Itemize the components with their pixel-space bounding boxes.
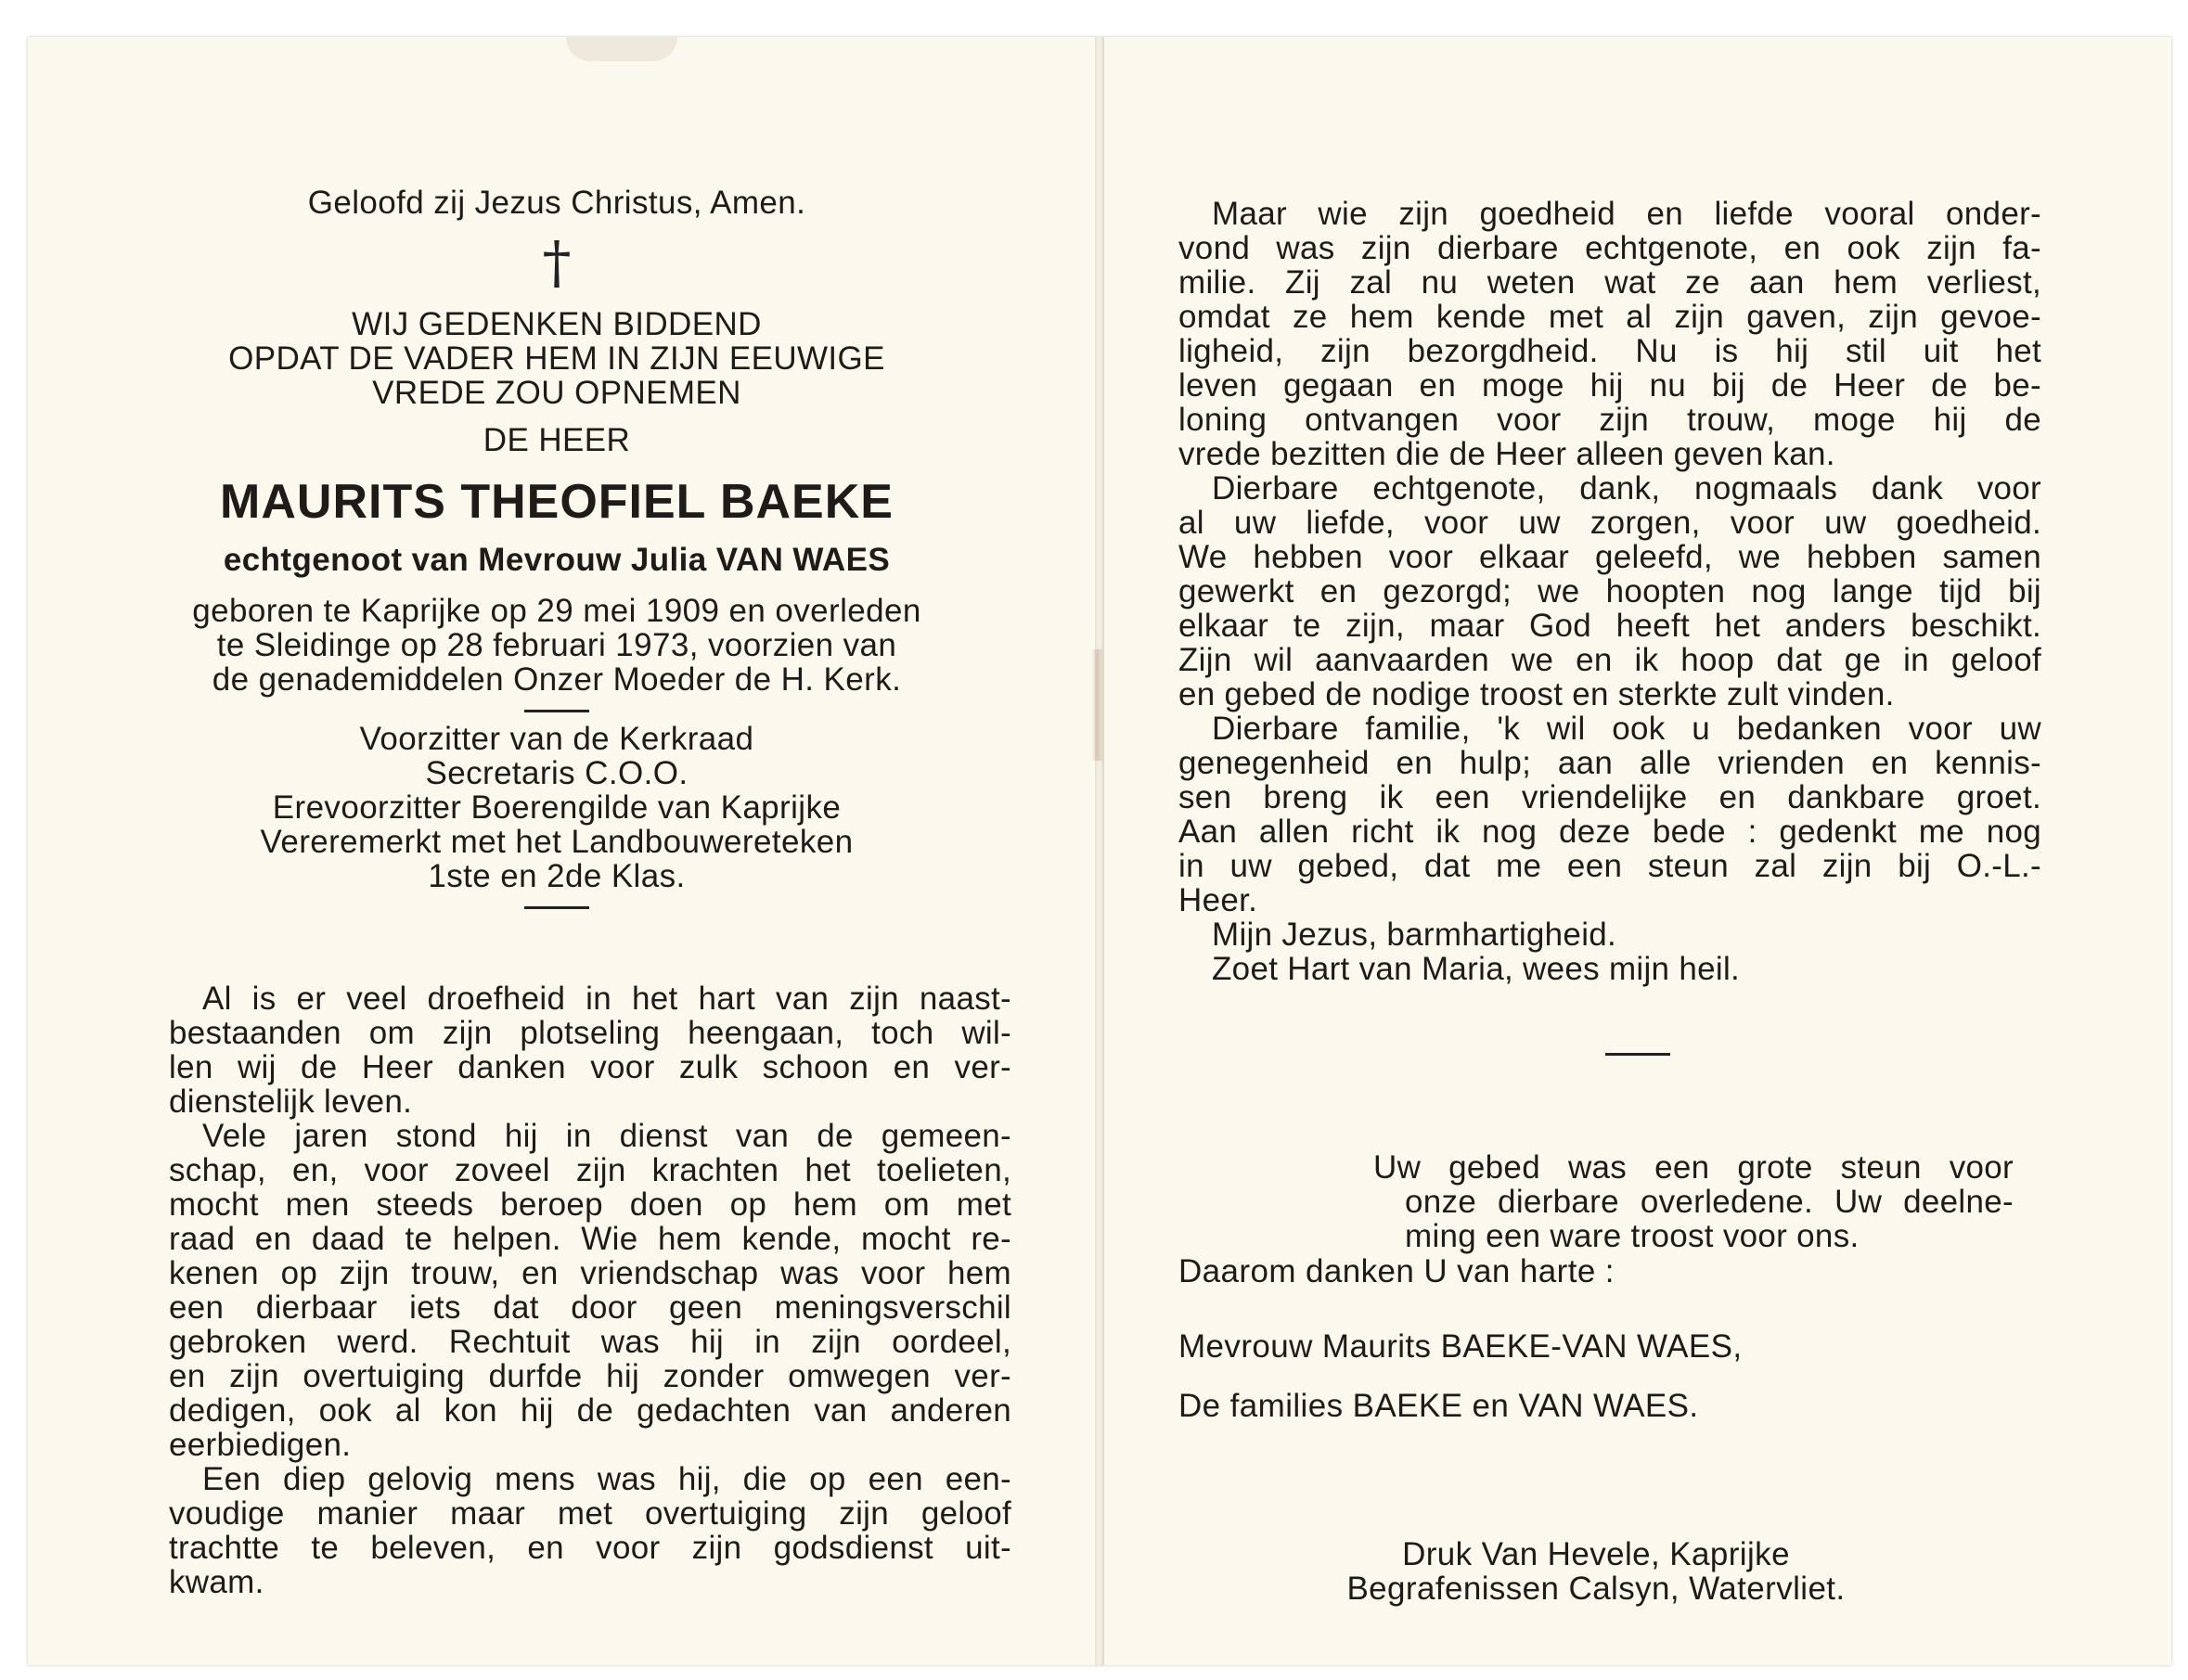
text-line: genegenheid en hulp; aan alle vrienden en kennis- bbox=[1178, 745, 2041, 781]
function-line: Vereremerkt met het Landbouwereteken bbox=[260, 824, 854, 860]
text-line: gewerkt en gezorgd; we hoopten nog lange tijd bij bbox=[1178, 573, 2041, 609]
deceased-name: MAURITS THEOFIEL BAEKE bbox=[220, 475, 894, 529]
text-line: ming een ware troost voor ons. bbox=[1405, 1218, 1860, 1254]
text-line: Mijn Jezus, barmhartigheid. bbox=[1212, 917, 1617, 953]
text-line: leven gegaan en moge hij nu bij de Heer de be- bbox=[1178, 367, 2041, 404]
paragraph bbox=[1178, 197, 2041, 471]
divider bbox=[524, 710, 589, 712]
text-line: kwam. bbox=[169, 1564, 264, 1600]
title-de-heer: DE HEER bbox=[483, 422, 631, 458]
text-line: ligheid, zijn bezorgdheid. Nu is hij stil uit het bbox=[1178, 333, 2041, 369]
born-line: te Sleidinge op 28 februari 1973, voorzien van bbox=[216, 627, 897, 663]
printer-line: Begrafenissen Calsyn, Watervliet. bbox=[1346, 1571, 1846, 1607]
function-line: 1ste en 2de Klas. bbox=[428, 858, 686, 894]
text-line: Uw gebed was een grote steun voor bbox=[1373, 1149, 2014, 1186]
text-line: milie. Zij zal nu weten wat ze aan hem verliest, bbox=[1178, 264, 2041, 301]
text-line: een dierbaar iets dat door geen meningsverschil bbox=[169, 1289, 1011, 1326]
born-line: de genademiddelen Onzer Moeder de H. Kerk. bbox=[212, 661, 902, 698]
card-fold bbox=[1095, 37, 1104, 1665]
text-line: bestaanden om zijn plotseling heengaan, toch wil- bbox=[169, 1015, 1011, 1051]
intro-line: OPDAT DE VADER HEM IN ZIJN EEUWIGE bbox=[228, 340, 885, 377]
text-line: eerbiedigen. bbox=[169, 1427, 352, 1463]
text-line: schap, en, voor zoveel zijn krachten het toelieten, bbox=[169, 1152, 1011, 1188]
text-line: Aan allen richt ik nog deze bede : gedenkt me nog bbox=[1178, 814, 2041, 850]
text-line: voudige manier maar met overtuiging zijn geloof bbox=[169, 1495, 1011, 1532]
text-line: in uw gebed, dat me een steun zal zijn bij O.-L.- bbox=[1178, 848, 2041, 884]
intro-line: VREDE ZOU OPNEMEN bbox=[372, 375, 741, 411]
function-line: Erevoorzitter Boerengilde van Kaprijke bbox=[272, 789, 842, 826]
text-line: sen breng ik een vriendelijke en dankbare groet. bbox=[1178, 779, 2041, 815]
paragraph bbox=[169, 1462, 1011, 1599]
paragraph bbox=[1178, 712, 2041, 917]
birth-death-block bbox=[139, 594, 974, 697]
text-line: Maar wie zijn goedheid en liefde vooral onder- bbox=[1212, 196, 2041, 232]
functions-block bbox=[139, 722, 974, 893]
text-line: Dierbare familie, 'k wil ook u bedanken voor uw bbox=[1212, 711, 2041, 747]
text-line: Heer. bbox=[1178, 882, 1258, 918]
text-line: omdat ze hem kende met al zijn gaven, zijn gevoe- bbox=[1178, 299, 2041, 335]
intro-line: WIJ GEDENKEN BIDDEND bbox=[352, 306, 762, 342]
divider bbox=[524, 906, 589, 909]
right-body bbox=[1178, 197, 2041, 986]
paragraph bbox=[1178, 471, 2041, 712]
paragraph bbox=[169, 981, 1011, 1119]
born-line: geboren te Kaprijke op 29 mei 1909 en overleden bbox=[192, 593, 921, 629]
left-header bbox=[139, 186, 974, 918]
text-line: elkaar te zijn, maar God heeft het anders beschikt. bbox=[1178, 608, 2041, 644]
text-line: raad en daad te helpen. Wie hem kende, mocht re- bbox=[169, 1221, 1011, 1257]
opening-line: Geloofd zij Jezus Christus, Amen. bbox=[307, 185, 806, 221]
printer-block bbox=[1299, 1537, 1893, 1606]
text-line: len wij de Heer danken voor zulk schoon en ver- bbox=[169, 1049, 1011, 1085]
text-line: We hebben voor elkaar geleefd, we hebben samen bbox=[1178, 539, 2041, 575]
text-line: en zijn overtuiging durfde hij zonder omwegen ver- bbox=[169, 1358, 1011, 1394]
printer-line: Druk Van Hevele, Kaprijke bbox=[1402, 1536, 1790, 1572]
left-body bbox=[169, 981, 1011, 1599]
paragraph bbox=[169, 1119, 1011, 1462]
text-line: Vele jaren stond hij in dienst van de gemeen- bbox=[202, 1118, 1011, 1154]
text-line: en gebed de nodige troost en sterkte zult vinden. bbox=[1178, 676, 1895, 712]
function-line: Secretaris C.O.O. bbox=[425, 755, 689, 791]
text-line: dienstelijk leven. bbox=[169, 1084, 413, 1120]
text-line: dedigen, ook al kon hij de gedachten van anderen bbox=[169, 1392, 1011, 1429]
text-line: Een diep gelovig mens was hij, die op een een- bbox=[202, 1461, 1011, 1497]
text-line: Dierbare echtgenote, dank, nogmaals dank voor bbox=[1212, 470, 2041, 507]
text-line: al uw liefde, voor uw zorgen, voor uw goedheid. bbox=[1178, 505, 2041, 541]
text-line: mocht men steeds beroep doen op hem om met bbox=[169, 1186, 1011, 1223]
text-line: gebroken werd. Rechtuit was hij in zijn oordeel, bbox=[169, 1324, 1011, 1360]
top-notch bbox=[566, 37, 677, 61]
text-line: vrede bezitten die de Heer alleen geven kan. bbox=[1178, 436, 1835, 472]
intro-block bbox=[139, 307, 974, 410]
signature-widow: Mevrouw Maurits BAEKE-VAN WAES, bbox=[1178, 1328, 1743, 1365]
spouse-line: echtgenoot van Mevrouw Julia VAN WAES bbox=[223, 542, 891, 578]
thanks-end: Daarom danken U van harte : bbox=[1178, 1253, 1615, 1289]
memorial-card bbox=[28, 37, 2171, 1665]
divider bbox=[1605, 1053, 1670, 1056]
cross-icon: † bbox=[542, 228, 572, 296]
text-line: loning ontvangen voor zijn trouw, moge hij de bbox=[1178, 402, 2041, 438]
text-line: vond was zijn dierbare echtgenote, en ook zijn fa- bbox=[1178, 230, 2041, 266]
text-line: kenen op zijn trouw, en vriendschap was voor hem bbox=[169, 1255, 1011, 1291]
function-line: Voorzitter van de Kerkraad bbox=[359, 721, 754, 757]
text-line: Al is er veel droefheid in het hart van zijn naast- bbox=[202, 981, 1011, 1017]
closing-prayer bbox=[1178, 917, 2041, 986]
thanks-block bbox=[1373, 1150, 2014, 1253]
text-line: trachtte te beleven, en voor zijn godsdienst uit- bbox=[169, 1530, 1011, 1566]
text-line: Zoet Hart van Maria, wees mijn heil. bbox=[1212, 951, 1741, 987]
text-line: onze dierbare overledene. Uw deelne- bbox=[1405, 1184, 2014, 1220]
signature-families: De families BAEKE en VAN WAES. bbox=[1178, 1388, 1699, 1424]
fold-stain bbox=[1091, 649, 1104, 761]
text-line: Zijn wil aanvaarden we en ik hoop dat ge in geloof bbox=[1178, 642, 2041, 678]
